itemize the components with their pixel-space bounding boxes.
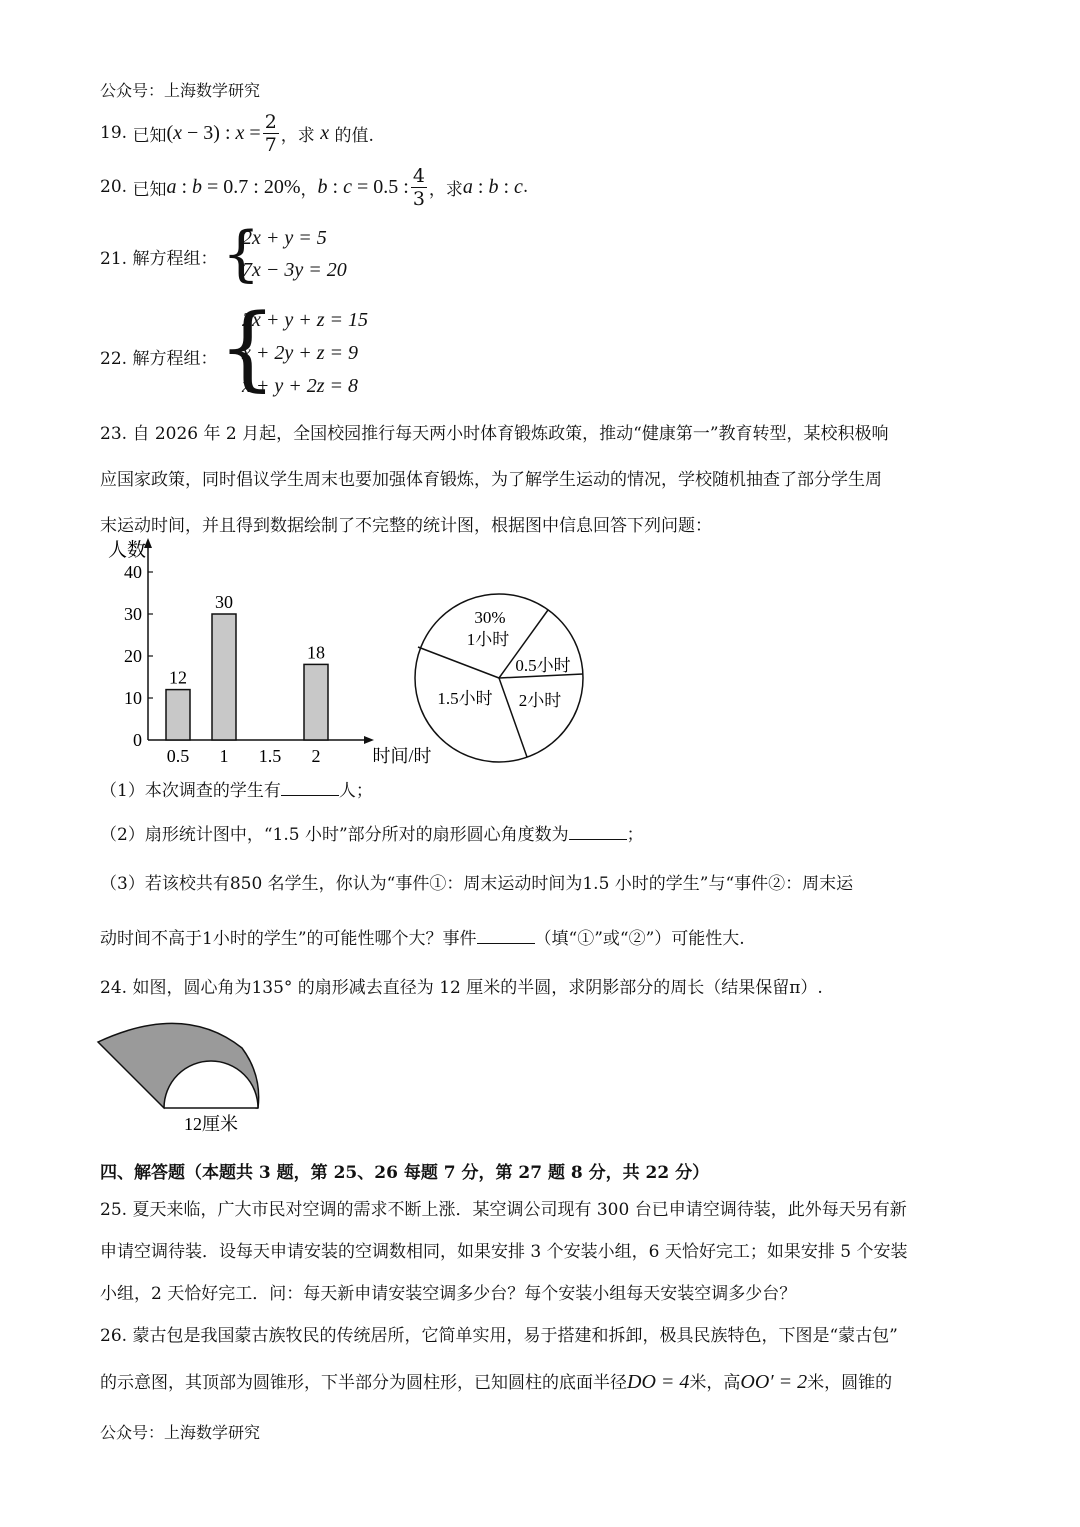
q26-line-1: 26. 蒙古包是我国蒙古族牧民的传统居所，它简单实用，易于搭建和拆卸，极具民族特色，下图是“蒙古包”	[100, 1326, 898, 1346]
q22-text: 解方程组：	[132, 349, 218, 369]
pie-label-1.5h: 1.5小时	[437, 689, 493, 708]
q25-line-3: 小组，2 天恰好完工．问：每天新申请安装空调多少台？每个安装小组每天安装空调多少台？	[100, 1284, 797, 1304]
q23-line-2: 应国家政策，同时倡议学生周末也要加强体育锻炼，为了解学生运动的情况，学校随机抽查了部分学生周	[100, 470, 882, 490]
pie-label-1h: 1小时	[466, 630, 510, 649]
q23-line-3: 末运动时间，并且得到数据绘制了不完整的统计图，根据图中信息回答下列问题：	[100, 516, 712, 536]
bar-x-tick-label: 1.5	[258, 746, 282, 766]
bar-x-tick-label: 2	[311, 746, 321, 766]
bar-y-tick-label: 20	[124, 646, 142, 666]
question-21	[100, 244, 217, 269]
question-23	[100, 414, 990, 552]
q20-fraction: $\frac{4}{3}$	[412, 164, 425, 210]
header-watermark: 公众号：上海数学研究	[100, 81, 261, 100]
q26-line-2a: 的示意图，其顶部为圆锥形，下半部分为圆柱形，已知圆柱的底面半径	[100, 1373, 627, 1393]
bar-y-tick-label: 10	[124, 688, 142, 708]
q19-text: 已知	[132, 125, 167, 146]
bar-data-label: 30	[215, 592, 233, 612]
q21-eq2: 7x − 3y = 20	[242, 259, 347, 281]
q19-equation: (x − 3) : x =	[166, 121, 261, 144]
q25-line-2: 申请空调待装．设每天申请安装的空调数相同，如果安排 3 个安装小组，6 天恰好完工；如果安排 5 个安装	[100, 1242, 908, 1262]
footer-watermark: 公众号：上海数学研究	[100, 1423, 261, 1442]
q20-equation-1: a : b = 0.7 : 20%	[166, 175, 301, 198]
q23-sub-3b	[100, 924, 745, 949]
bar-x-arrow	[364, 736, 374, 744]
question-22	[100, 344, 217, 369]
bar-chart	[90, 536, 432, 772]
q26-line-2c: 米，圆锥的	[807, 1373, 893, 1393]
q20-number: 20.	[100, 177, 128, 197]
pie-label-0.5h: 0.5小时	[515, 656, 571, 675]
bar-y-tick-label: 40	[124, 562, 142, 582]
q23-sub3-text: 动时间不高于1小时的学生”的可能性哪个大？事件	[100, 929, 477, 949]
question-25	[100, 1190, 990, 1316]
q21-eq1: 2x + y = 5	[242, 227, 327, 249]
question-24: 24. 如图，圆心角为135° 的扇形减去直径为 12 厘米的半圆，求阴影部分的周长（结果保留π）.	[100, 978, 823, 998]
q25-line-1: 25. 夏天来临，广大市民对空调的需求不断上涨．某空调公司现有 300 台已申请空调待装，此外每天另有新	[100, 1200, 907, 1220]
q22-eq3: x + y + 2z = 8	[242, 375, 359, 397]
q23-sub2-text: （2）扇形统计图中，“1.5 小时”部分所对的扇形圆心角度数为	[100, 825, 569, 845]
q23-line-1: 23. 自 2026 年 2 月起，全国校园推行每天两小时体育锻炼政策，推动“健康第一”教育转型，某校积极响	[100, 424, 889, 444]
q26-oo-eq: OO′ = 2	[740, 1371, 808, 1393]
bar-data-label: 18	[307, 642, 325, 663]
bar-x-label: 时间/时	[372, 746, 432, 766]
q23-sub-3a: （3）若该校共有850 名学生，你认为“事件①：周末运动时间为1.5 小时的学生”与“事件②：周末运	[100, 874, 854, 894]
question-19	[100, 108, 374, 158]
q19-var: x	[320, 121, 330, 144]
q21-text: 解方程组：	[132, 249, 218, 269]
pie-chart	[410, 590, 590, 770]
q20-text: 已知	[132, 179, 167, 200]
pie-label-1h-pct: 30%	[474, 608, 506, 627]
q20-target: a : b : c	[462, 175, 523, 198]
bar-y-label: 人数	[107, 540, 146, 561]
q23-sub2-blank[interactable]	[569, 821, 627, 840]
q21-number: 21.	[100, 249, 128, 269]
question-26	[100, 1316, 990, 1408]
q23-sub1-text: （1）本次调查的学生有	[100, 781, 281, 801]
q20-equation-2: b : c = 0.5 :	[317, 175, 409, 198]
q23-sub3-tail: （填“①”或“②”）可能性大.	[534, 929, 745, 949]
bar-x-tick-label: 0.5	[166, 746, 190, 766]
q24-figure	[94, 1020, 274, 1140]
bar-y-tick-label: 0	[133, 730, 142, 750]
q22-eq2: x + 2y + z = 9	[242, 342, 359, 364]
q23-sub1-tail: 人；	[338, 781, 373, 801]
q26-line-2	[100, 1362, 990, 1408]
question-20	[100, 162, 528, 212]
bar-x-tick-label: 1	[219, 746, 229, 766]
q26-do-eq: DO = 4	[627, 1371, 690, 1393]
q23-sub1-blank[interactable]	[281, 777, 339, 796]
bar	[304, 664, 328, 740]
q23-sub3-blank[interactable]	[477, 925, 535, 944]
q24-figure-label: 12厘米	[184, 1114, 238, 1134]
q19-tail: ，求	[280, 125, 315, 146]
q22-number: 22.	[100, 349, 128, 369]
bar	[212, 614, 236, 740]
q20-tail: ，求	[428, 179, 463, 200]
q23-sub-1	[100, 776, 373, 801]
q21-brace: {	[222, 219, 261, 289]
q22-brace: {	[218, 294, 277, 401]
q19-fraction: $\frac{2}{7}$	[264, 110, 277, 156]
bar-data-label: 12	[169, 667, 187, 688]
pie-label-2h: 2小时	[518, 691, 562, 710]
q23-sub2-tail: ；	[626, 825, 644, 845]
section-4-title: 四、解答题（本题共 3 题，第 25、26 每题 7 分，第 27 题 8 分，共 22 分）	[100, 1163, 710, 1183]
q19-number: 19.	[100, 123, 128, 143]
q23-sub-2	[100, 820, 644, 845]
q26-line-2b: 米，高	[689, 1373, 741, 1393]
q19-tail2: 的值.	[334, 125, 374, 146]
q22-eq1: 2x + y + z = 15	[242, 309, 369, 331]
bar-y-tick-label: 30	[124, 604, 142, 624]
q20-end: .	[522, 177, 529, 197]
bar	[166, 690, 190, 740]
q20-comma: ，	[300, 179, 318, 200]
